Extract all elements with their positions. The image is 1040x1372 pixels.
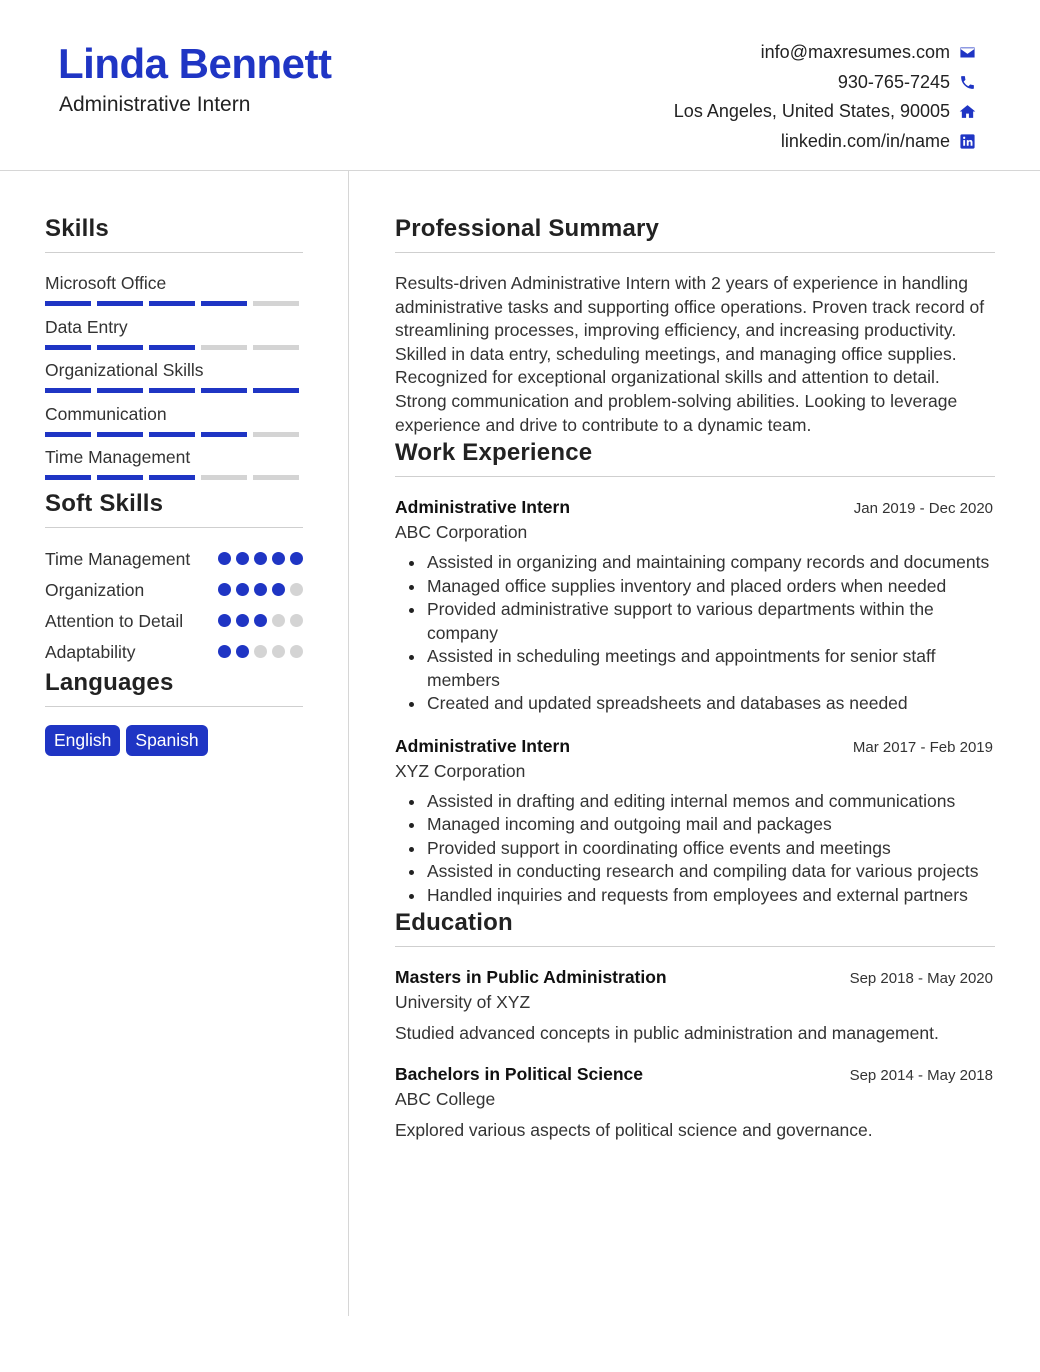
skill-item: [45, 272, 303, 316]
skill-level-bar: [45, 475, 303, 480]
job-bullet: Handled inquiries and requests from employees and external partners: [395, 884, 995, 908]
skill-item: [45, 359, 303, 403]
skill-level-segment: [97, 432, 143, 437]
contact-email-text[interactable]: info@maxresumes.com: [760, 42, 950, 63]
skills-heading: Skills: [45, 215, 303, 253]
skill-name: Time Management: [45, 447, 191, 467]
skill-level-segment: [45, 345, 91, 350]
company-name: XYZ Corporation: [395, 760, 526, 781]
rating-dot: [236, 583, 249, 596]
contact-email[interactable]: [674, 38, 976, 68]
company-name: ABC Corporation: [395, 522, 528, 543]
job-bullet: Managed incoming and outgoing mail and packages: [395, 813, 995, 837]
skill-level-segment: [97, 388, 143, 393]
job-dates: Mar 2017 - Feb 2019: [852, 738, 993, 756]
experience-heading: Work Experience: [395, 439, 995, 477]
soft-skill-rating: [218, 614, 303, 627]
skill-level-segment: [149, 432, 195, 437]
education-entry-header: [395, 1064, 995, 1085]
soft-skill-item: [45, 578, 303, 602]
skill-level-segment: [45, 432, 91, 437]
soft-skill-item: [45, 609, 303, 633]
skill-name: Microsoft Office: [45, 273, 167, 293]
job-bullet: Created and updated spreadsheets and databases as needed: [395, 692, 995, 716]
education-entry-header: [395, 967, 995, 988]
school-name: ABC College: [395, 1089, 496, 1110]
skill-level-segment: [45, 475, 91, 480]
rating-dot: [272, 645, 285, 658]
skill-level-bar: [45, 388, 303, 393]
linkedin-icon: [958, 132, 976, 150]
rating-dot: [272, 583, 285, 596]
contact-list: [674, 38, 976, 156]
skill-level-segment: [201, 301, 247, 306]
language-badge: English: [45, 725, 120, 756]
skill-item: [45, 446, 303, 490]
soft-skill-item: [45, 640, 303, 664]
skill-level-segment: [253, 432, 299, 437]
rating-dot: [218, 645, 231, 658]
rating-dot: [272, 552, 285, 565]
home-icon: [958, 103, 976, 121]
rating-dot: [290, 552, 303, 565]
resume-header: [0, 0, 1040, 171]
skill-level-segment: [253, 388, 299, 393]
skill-level-segment: [149, 345, 195, 350]
school-name: University of XYZ: [395, 992, 531, 1013]
rating-dot: [236, 645, 249, 658]
soft-skill-rating: [218, 645, 303, 658]
contact-phone-text[interactable]: 930-765-7245: [837, 71, 950, 92]
summary-heading: Professional Summary: [395, 215, 995, 253]
experience-entry-header: [395, 497, 995, 518]
education-dates: Sep 2018 - May 2020: [849, 970, 993, 988]
skill-level-segment: [201, 475, 247, 480]
candidate-role: Administrative Intern: [59, 93, 251, 116]
soft-skill-name: Attention to Detail: [45, 610, 184, 631]
right-column: [395, 215, 995, 1141]
experience-entry-header: [395, 736, 995, 757]
skill-level-segment: [97, 475, 143, 480]
languages-heading: Languages: [45, 669, 303, 707]
candidate-name: Linda Bennett: [58, 40, 332, 87]
experience-entry: [395, 497, 995, 716]
rating-dot: [290, 645, 303, 658]
skill-level-bar: [45, 432, 303, 437]
contact-location: [674, 97, 976, 127]
skills-list: [45, 272, 303, 490]
rating-dot: [254, 614, 267, 627]
job-bullet: Assisted in drafting and editing internal memos and communications: [395, 790, 995, 814]
left-column: [45, 215, 303, 756]
job-bullet: Assisted in organizing and maintaining company records and documents: [395, 551, 995, 575]
experience-list: [395, 497, 995, 907]
soft-skill-name: Adaptability: [45, 641, 136, 662]
soft-skill-item: [45, 547, 303, 571]
contact-linkedin-text[interactable]: linkedin.com/in/name: [780, 130, 950, 151]
summary-text: Results-driven Administrative Intern with 2 years of experience in handling administrative tasks and supporting office operations. Proven track record of streamlining processes, improving efficiency, and increasing productivity. Skilled in data entry, scheduling meetings, and managing office supplies. Recognized for exceptional organizational skills and attention to detail. Strong communication and problem-solving abilities. Looking to leverage experience and drive to contribute to a dynamic team.: [395, 273, 985, 435]
skill-level-bar: [45, 301, 303, 306]
skill-level-segment: [149, 301, 195, 306]
skill-name: Communication: [45, 403, 167, 424]
education-heading: Education: [395, 909, 995, 947]
job-title: Administrative Intern: [395, 735, 571, 756]
job-bullet: Assisted in scheduling meetings and appointments for senior staff members: [395, 645, 995, 692]
education-entry: [395, 1064, 995, 1141]
job-bullet: Provided administrative support to various departments within the company: [395, 598, 995, 645]
rating-dot: [218, 583, 231, 596]
skill-level-segment: [253, 475, 299, 480]
skill-level-segment: [97, 345, 143, 350]
skill-level-segment: [45, 388, 91, 393]
skill-level-segment: [149, 388, 195, 393]
skill-name: Data Entry: [45, 316, 128, 337]
contact-linkedin[interactable]: [674, 127, 976, 157]
soft-skills-list: [45, 547, 303, 664]
education-dates: Sep 2014 - May 2018: [849, 1067, 993, 1085]
soft-skill-name: Time Management: [45, 548, 191, 569]
skill-level-segment: [253, 345, 299, 350]
envelope-icon: [958, 44, 976, 62]
rating-dot: [236, 614, 249, 627]
soft-skill-rating: [218, 552, 303, 565]
language-badge: Spanish: [126, 725, 207, 756]
skill-item: [45, 403, 303, 447]
rating-dot: [254, 583, 267, 596]
rating-dot: [254, 645, 267, 658]
rating-dot: [290, 614, 303, 627]
languages-list: [45, 725, 303, 756]
contact-location-text: Los Angeles, United States, 90005: [673, 101, 950, 122]
job-bullet: Assisted in conducting research and compiling data for various projects: [395, 860, 995, 884]
education-list: [395, 967, 995, 1141]
job-bullet: Managed office supplies inventory and placed orders when needed: [395, 575, 995, 599]
education-description: Studied advanced concepts in public administration and management.: [395, 1023, 939, 1044]
skill-item: [45, 316, 303, 360]
skill-level-segment: [201, 432, 247, 437]
education-description: Explored various aspects of political science and governance.: [395, 1120, 873, 1141]
rating-dot: [218, 614, 231, 627]
experience-entry: [395, 736, 995, 908]
skill-name: Organizational Skills: [45, 360, 204, 380]
soft-skill-rating: [218, 583, 303, 596]
job-bullet-list: [395, 790, 995, 908]
contact-phone[interactable]: [674, 68, 976, 98]
skill-level-segment: [149, 475, 195, 480]
skill-level-segment: [201, 345, 247, 350]
rating-dot: [290, 583, 303, 596]
skill-level-segment: [45, 301, 91, 306]
education-entry: [395, 967, 995, 1044]
soft-skill-name: Organization: [45, 579, 145, 600]
skill-level-segment: [201, 388, 247, 393]
soft-skills-heading: Soft Skills: [45, 490, 303, 528]
skill-level-bar: [45, 345, 303, 350]
skill-level-segment: [253, 301, 299, 306]
rating-dot: [272, 614, 285, 627]
rating-dot: [218, 552, 231, 565]
rating-dot: [236, 552, 249, 565]
phone-icon: [958, 73, 976, 91]
skill-level-segment: [97, 301, 143, 306]
degree-title: Bachelors in Political Science: [395, 1064, 644, 1085]
column-divider: [348, 171, 349, 1316]
degree-title: Masters in Public Administration: [395, 967, 667, 988]
job-dates: Jan 2019 - Dec 2020: [853, 500, 993, 518]
job-bullet-list: [395, 551, 995, 716]
job-bullet: Provided support in coordinating office events and meetings: [395, 837, 995, 861]
job-title: Administrative Intern: [395, 497, 571, 518]
rating-dot: [254, 552, 267, 565]
